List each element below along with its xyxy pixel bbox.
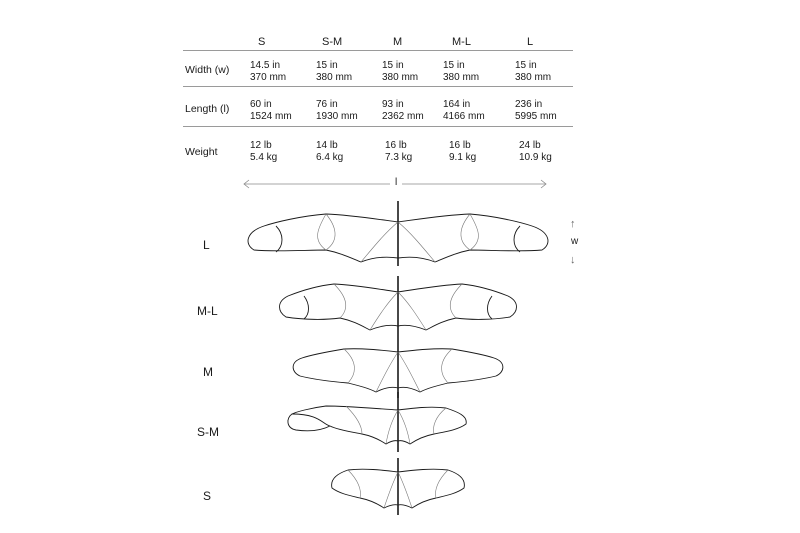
length-symbol: l bbox=[395, 177, 398, 188]
kite-s-outline bbox=[332, 458, 465, 515]
kite-m-l-outline bbox=[280, 276, 517, 338]
kite-label-s: S bbox=[203, 489, 212, 503]
table-cell: 24 lb 10.9 kg bbox=[519, 140, 552, 163]
kite-m-outline bbox=[293, 338, 503, 398]
table-cell: 236 in 5995 mm bbox=[515, 99, 557, 122]
table-cell: 15 in 380 mm bbox=[382, 60, 419, 83]
table-cell: 93 in 2362 mm bbox=[382, 99, 424, 122]
row-label-length: Length (l) bbox=[185, 103, 230, 115]
table-cell: 15 in 380 mm bbox=[316, 60, 353, 83]
table-cell: 14 lb 6.4 kg bbox=[316, 140, 344, 163]
column-header-m: M bbox=[393, 36, 403, 48]
table-cell: 15 in 380 mm bbox=[443, 60, 480, 83]
column-header-l: L bbox=[527, 36, 534, 48]
table-cell: 164 in 4166 mm bbox=[443, 99, 485, 122]
kite-label-s-m: S-M bbox=[197, 425, 219, 439]
row-label-weight: Weight bbox=[185, 146, 218, 158]
column-header-m-l: M-L bbox=[452, 36, 471, 48]
arrow-up-icon: ↑ bbox=[570, 218, 576, 230]
table-cell: 60 in 1524 mm bbox=[250, 99, 292, 122]
kite-label-l: L bbox=[203, 238, 210, 252]
table-cell: 76 in 1930 mm bbox=[316, 99, 358, 122]
table-cell: 14.5 in 370 mm bbox=[250, 60, 287, 83]
width-symbol: w bbox=[571, 236, 579, 247]
table-cell: 15 in 380 mm bbox=[515, 60, 552, 83]
row-label-width: Width (w) bbox=[185, 64, 230, 76]
kite-l-outline bbox=[248, 201, 548, 266]
arrow-down-icon: ↓ bbox=[570, 254, 576, 266]
column-header-s: S bbox=[258, 36, 266, 48]
table-cell: 12 lb 5.4 kg bbox=[250, 140, 278, 163]
column-header-s-m: S-M bbox=[322, 36, 343, 48]
kite-s-m-outline bbox=[288, 392, 466, 452]
kite-label-m: M bbox=[203, 365, 213, 379]
kite-label-m-l: M-L bbox=[197, 304, 218, 318]
table-cell: 16 lb 9.1 kg bbox=[449, 140, 477, 163]
table-cell: 16 lb 7.3 kg bbox=[385, 140, 413, 163]
